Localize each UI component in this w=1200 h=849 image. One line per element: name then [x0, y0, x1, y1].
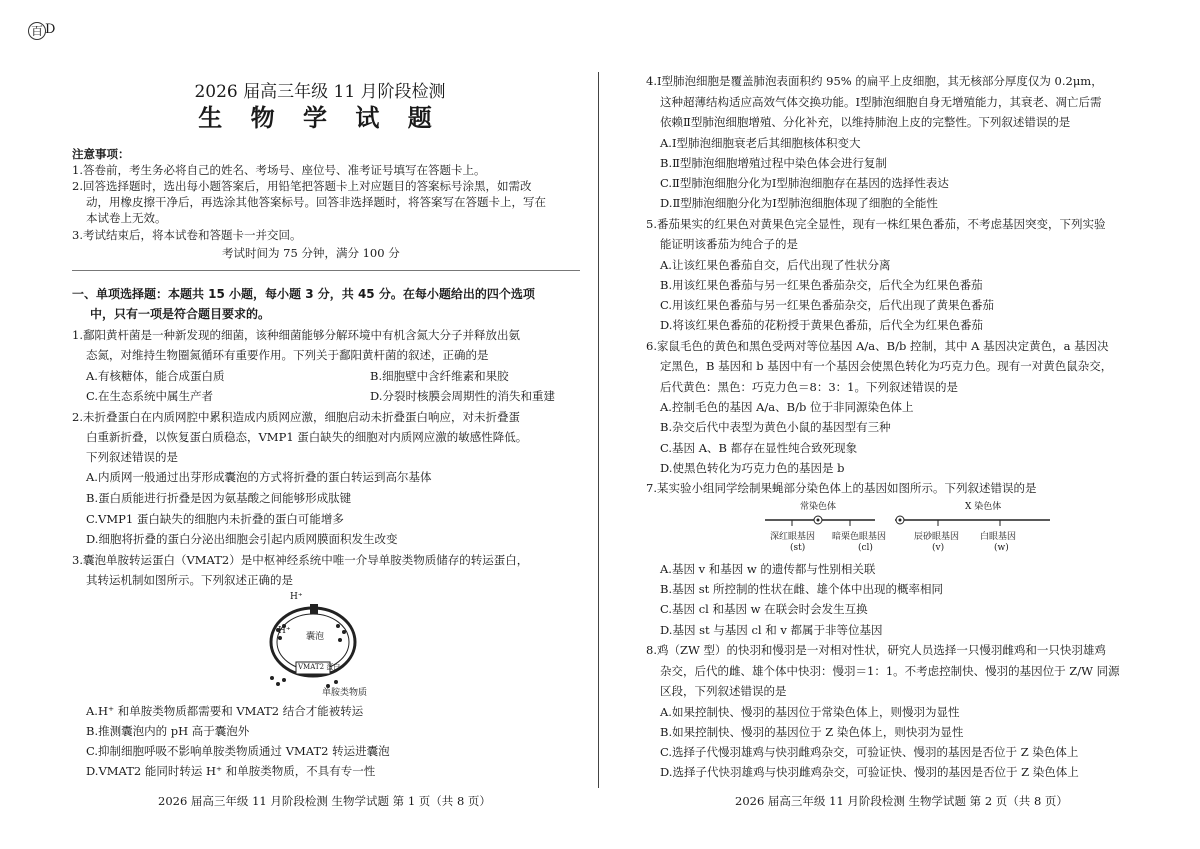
- question-3-option: B.推测囊泡内的 pH 高于囊泡外: [86, 724, 250, 738]
- question-6-option: D.使黑色转化为巧克力色的基因是 b: [660, 461, 845, 475]
- question-2-stem: 下列叙述错误的是: [86, 450, 178, 464]
- exam-title: 2026 届高三年级 11 月阶段检测: [194, 82, 446, 102]
- question-4-option: A.Ⅰ型肺泡细胞衰老后其细胞核体积变大: [660, 136, 861, 150]
- question-8-option: B.如果控制快、慢羽的基因位于 Z 染色体上，则快羽为显性: [660, 725, 964, 739]
- page-divider: [598, 72, 599, 788]
- question-1-stem: 1.鄱阳黄杆菌是一种新发现的细菌，该种细菌能够分解环境中有机含氮大分子并释放出氨: [72, 328, 520, 342]
- question-7-option: B.基因 st 所控制的性状在雌、雄个体中出现的概率相同: [660, 582, 943, 596]
- question-2-option: D.细胞将折叠的蛋白分泌出细胞会引起内质网膜面积发生改变: [86, 532, 398, 546]
- vesicle-diagram: [258, 590, 378, 700]
- note-line: 本试卷上无效。: [86, 211, 167, 225]
- question-5-option: C.用该红果色番茄与另一红果色番茄杂交，后代出现了黄果色番茄: [660, 298, 995, 312]
- question-1-option: A.有核糖体，能合成蛋白质: [86, 369, 225, 383]
- question-6-stem: 定黑色，B 基因和 b 基因中有一个基因会使黑色转化为巧克力色。现有一对黄色鼠杂交，: [660, 359, 1113, 373]
- question-1-option: C.在生态系统中属生产者: [86, 389, 214, 403]
- question-2-option: A.内质网一般通过出芽形成囊泡的方式将折叠的蛋白转运到高尔基体: [86, 470, 432, 484]
- question-8-stem: 杂交，后代的雌、雄个体中快羽：慢羽＝1：1。不考虑控制快、慢羽的基因位于 Z/W 同源: [660, 664, 1120, 678]
- fig-label-h-in: H⁺: [278, 626, 291, 636]
- gene-label: 辰砂眼基因: [914, 532, 960, 542]
- question-4-option: B.Ⅱ型肺泡细胞增殖过程中染色体会进行复制: [660, 156, 887, 170]
- question-7-stem: 7.某实验小组同学绘制果蝇部分染色体上的基因如图所示。下列叙述错误的是: [646, 481, 1037, 495]
- page-footer: 2026 届高三年级 11 月阶段检测 生物学试题 第 1 页（共 8 页）: [158, 794, 491, 808]
- question-8-option: D.选择子代快羽雄鸡与快羽雌鸡杂交，可验证快、慢羽的基因是否位于 Z 染色体上: [660, 765, 1079, 779]
- question-5-stem: 5.番茄果实的红果色对黄果色完全显性，现有一株红果色番茄，不考虑基因突变，下列实验: [646, 217, 1106, 231]
- time-info: 考试时间为 75 分钟，满分 100 分: [222, 246, 400, 260]
- question-1-option: D.分裂时核膜会周期性的消失和重建: [370, 389, 555, 403]
- question-8-stem: 8.鸡（ZW 型）的快羽和慢羽是一对相对性状，研究人员选择一只慢羽雌鸡和一只快羽雄鸡: [646, 643, 1106, 657]
- question-3-stem: 3.囊泡单胺转运蛋白（VMAT2）是中枢神经系统中唯一介导单胺类物质储存的转运蛋白，: [72, 553, 529, 567]
- gene-label: 白眼基因: [980, 532, 1017, 542]
- notes-heading: 注意事项：: [72, 147, 130, 161]
- question-3-option: C.抑制细胞呼吸不影响单胺类物质通过 VMAT2 转运进囊泡: [86, 744, 390, 758]
- question-4-stem: 依赖Ⅱ型肺泡细胞增殖、分化补充，以维持肺泡上皮的完整性。下列叙述错误的是: [660, 115, 1071, 129]
- question-5-option: D.将该红果色番茄的花粉授于黄果色番茄，后代全为红果色番茄: [660, 318, 983, 332]
- note-line: 2.回答选择题时，选出每小题答案后，用铅笔把答题卡上对应题目的答案标号涂黑，如需改: [72, 179, 532, 193]
- question-5-stem: 能证明该番茄为纯合子的是: [660, 237, 798, 251]
- gene-label: 深红眼基因: [770, 532, 816, 542]
- question-8-stem: 区段，下列叙述错误的是: [660, 684, 787, 698]
- note-line: 3.考试结束后，将本试卷和答题卡一并交回。: [72, 228, 302, 242]
- question-6-stem: 后代黄色：黑色：巧克力色＝8：3：1。下列叙述错误的是: [660, 380, 958, 394]
- question-1-option: B.细胞壁中含纤维素和果胶: [370, 369, 509, 383]
- fig-label-vmat2: VMAT2 蛋白: [298, 663, 341, 671]
- question-1-stem: 态氮，对维持生物圈氮循环有重要作用。下列关于鄱阳黄杆菌的叙述，正确的是: [86, 348, 489, 362]
- header-rule: [72, 270, 580, 271]
- question-2-option: C.VMP1 蛋白缺失的细胞内未折叠的蛋白可能增多: [86, 512, 344, 526]
- fig-label-autosome: 常染色体: [800, 502, 837, 512]
- question-2-stem: 2.未折叠蛋白在内质网腔中累积造成内质网应激，细胞启动未折叠蛋白响应，对未折叠蛋: [72, 410, 520, 424]
- question-2-option: B.蛋白质能进行折叠是因为氨基酸之间能够形成肽键: [86, 491, 352, 505]
- question-5-option: A.让该红果色番茄自交，后代出现了性状分离: [660, 258, 891, 272]
- fig-label-vesicle: 囊泡: [306, 632, 325, 642]
- fig-label-amine: 单胺类物质: [322, 688, 368, 698]
- gene-symbol: (w): [994, 543, 1009, 553]
- note-line: 动，用橡皮擦干净后，再选涂其他答案标号。回答非选择题时，将答案写在答题卡上，写在: [86, 195, 546, 209]
- question-8-option: A.如果控制快、慢羽的基因位于常染色体上，则慢羽为显性: [660, 705, 960, 719]
- question-3-stem: 其转运机制如图所示。下列叙述正确的是: [86, 573, 293, 587]
- question-3-option: A.H⁺ 和单胺类物质都需要和 VMAT2 结合才能被转运: [86, 704, 364, 718]
- question-6-option: B.杂交后代中表型为黄色小鼠的基因型有三种: [660, 420, 891, 434]
- page-footer: 2026 届高三年级 11 月阶段检测 生物学试题 第 2 页（共 8 页）: [735, 794, 1068, 808]
- gene-symbol: (v): [932, 543, 945, 553]
- chromosome-diagram: [760, 510, 1060, 530]
- question-8-option: C.选择子代慢羽雄鸡与快羽雌鸡杂交，可验证快、慢羽的基因是否位于 Z 染色体上: [660, 745, 1079, 759]
- brand-badge-icon: 百: [28, 22, 46, 40]
- question-6-option: C.基因 A、B 都存在显性纯合致死现象: [660, 441, 858, 455]
- question-6-stem: 6.家鼠毛色的黄色和黑色受两对等位基因 A/a、B/b 控制，其中 A 基因决定黄色，a 基因决: [646, 339, 1109, 353]
- note-line: 1.答卷前，考生务必将自己的姓名、考场号、座位号、准考证号填写在答题卡上。: [72, 163, 486, 177]
- subject-title: 生 物 学 试 题: [198, 104, 442, 132]
- gene-symbol: (st): [790, 543, 806, 553]
- question-2-stem: 白重新折叠，以恢复蛋白质稳态，VMP1 蛋白缺失的细胞对内质网应激的敏感性降低。: [86, 430, 528, 444]
- fig-label-h-top: H⁺: [290, 592, 303, 602]
- question-4-stem: 4.Ⅰ型肺泡细胞是覆盖肺泡表面积约 95% 的扁平上皮细胞，其无核部分厚度仅为 0.2μm，: [646, 74, 1103, 88]
- question-7-option: D.基因 st 与基因 cl 和 v 都属于非等位基因: [660, 623, 883, 637]
- question-4-option: D.Ⅱ型肺泡细胞分化为Ⅰ型肺泡细胞体现了细胞的全能性: [660, 196, 938, 210]
- brand-badge-letter: D: [45, 22, 56, 37]
- question-7-option: C.基因 cl 和基因 w 在联会时会发生互换: [660, 602, 868, 616]
- question-7-option: A.基因 v 和基因 w 的遗传都与性别相关联: [660, 562, 876, 576]
- gene-label: 暗栗色眼基因: [832, 532, 887, 542]
- question-4-option: C.Ⅱ型肺泡细胞分化为Ⅰ型肺泡细胞存在基因的选择性表达: [660, 176, 949, 190]
- question-6-option: A.控制毛色的基因 A/a、B/b 位于非同源染色体上: [660, 400, 914, 414]
- question-3-option: D.VMAT2 能同时转运 H⁺ 和单胺类物质，不具有专一性: [86, 764, 376, 778]
- question-5-option: B.用该红果色番茄与另一红果色番茄杂交，后代全为红果色番茄: [660, 278, 983, 292]
- fig-label-x-chromosome: X 染色体: [965, 502, 1002, 512]
- section-heading: 中，只有一项是符合题目要求的。: [90, 307, 271, 321]
- question-4-stem: 这种超薄结构适应高效气体交换功能。Ⅰ型肺泡细胞自身无增殖能力，其衰老、凋亡后需: [660, 95, 1102, 109]
- gene-symbol: (cl): [858, 543, 873, 553]
- section-heading: 一、单项选择题：本题共 15 小题，每小题 3 分，共 45 分。在每小题给出的四个选项: [72, 287, 535, 301]
